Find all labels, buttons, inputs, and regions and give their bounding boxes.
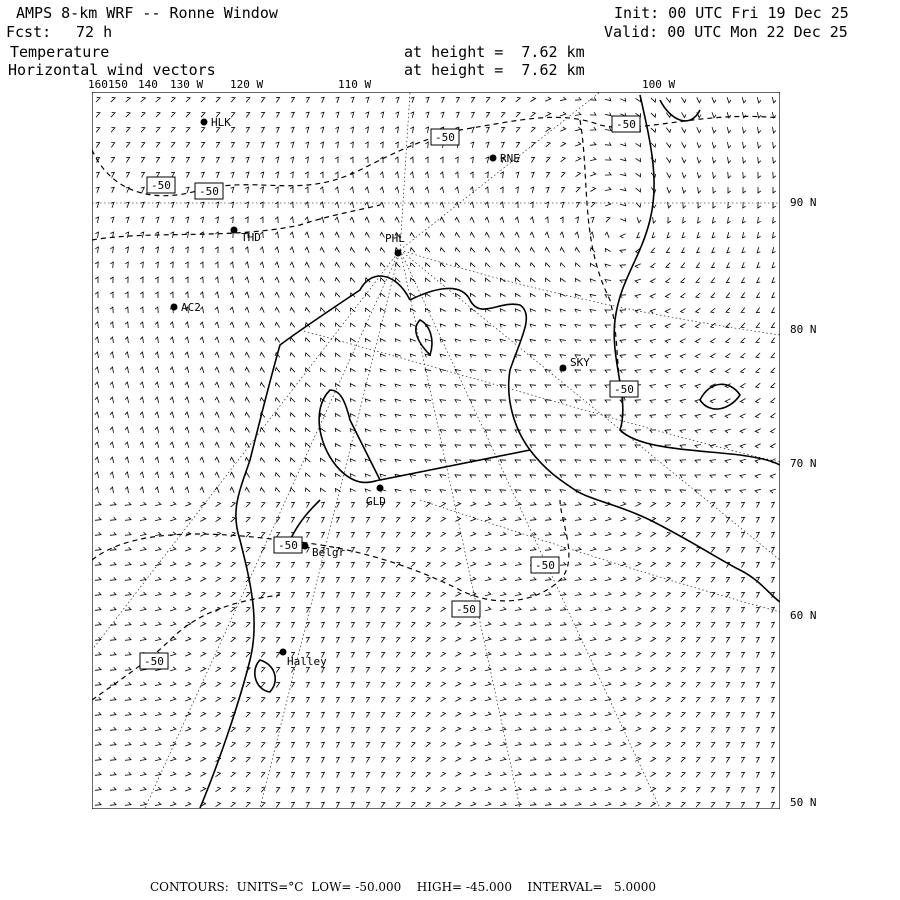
contour-label-3-text: -50 bbox=[151, 179, 171, 192]
station-label-gld: GLD bbox=[366, 495, 386, 508]
longitude-line-c bbox=[400, 250, 660, 808]
contour-label-4-text: -50 bbox=[199, 185, 219, 198]
contour-footer bbox=[150, 880, 660, 894]
contour-label-4 bbox=[195, 183, 223, 199]
station-halley bbox=[280, 649, 328, 669]
station-label-hlk: HLK bbox=[211, 116, 231, 129]
field-temperature: Temperature bbox=[10, 43, 110, 61]
contour-label-6 bbox=[274, 537, 302, 553]
station-label-rne: RNE bbox=[500, 152, 520, 165]
forecast-hours: 72 h bbox=[76, 23, 113, 41]
contour-label-8 bbox=[452, 601, 480, 617]
island-east bbox=[700, 384, 740, 409]
station-label-halley: Halley bbox=[287, 655, 327, 668]
station-gld bbox=[366, 485, 386, 509]
longitude-line-b bbox=[260, 250, 400, 808]
lon-label-160: 160 bbox=[88, 78, 108, 91]
contour-label-1 bbox=[431, 129, 459, 145]
contour-label-2 bbox=[612, 116, 640, 132]
station-sky bbox=[560, 356, 591, 372]
contour-label-5 bbox=[610, 381, 638, 397]
station-label-thd: THD bbox=[241, 231, 261, 244]
latitude-line-70n bbox=[300, 330, 780, 462]
contour-label-9 bbox=[140, 653, 168, 669]
footer-high: HIGH= -45.000 bbox=[416, 880, 512, 894]
station-rne bbox=[490, 152, 520, 165]
forecast-label: Fcst: bbox=[6, 23, 52, 41]
footer-contours: CONTOURS: bbox=[150, 880, 229, 894]
station-hlk bbox=[201, 116, 232, 129]
station-label-belgr: Belgr bbox=[312, 546, 346, 559]
lon-label-140: 140 bbox=[138, 78, 158, 91]
contour-label-6-text: -50 bbox=[278, 539, 298, 552]
longitude-line-a bbox=[400, 250, 520, 808]
map-title: AMPS 8-km WRF -- Ronne Window bbox=[16, 4, 278, 22]
lat-label-70n: 70 N bbox=[790, 457, 817, 470]
station-label-phl: PHL bbox=[385, 232, 405, 245]
lat-label-50n: 50 N bbox=[790, 796, 817, 809]
longitude-line-g bbox=[400, 92, 600, 250]
longitude-line-f bbox=[400, 92, 410, 250]
contour-label-2-text: -50 bbox=[616, 118, 636, 131]
lon-label-130w: 130 W bbox=[170, 78, 204, 91]
halley-coast-feature bbox=[255, 660, 275, 692]
station-phl bbox=[385, 232, 405, 257]
berkner-island bbox=[319, 390, 380, 483]
contour-label-1-text: -50 bbox=[435, 131, 455, 144]
wind-barbs bbox=[95, 97, 776, 808]
contour-line-west bbox=[92, 205, 380, 240]
contour-label-5-text: -50 bbox=[614, 383, 634, 396]
contour-label-7-text: -50 bbox=[535, 559, 555, 572]
valid-time: Valid: 00 UTC Mon 22 Dec 25 bbox=[604, 23, 848, 41]
lon-label-100w: 100 W bbox=[642, 78, 676, 91]
lon-label-150: 150 bbox=[108, 78, 128, 91]
belgrano-coast bbox=[290, 500, 320, 540]
lon-label-110w: 110 W bbox=[338, 78, 372, 91]
longitude-line-h bbox=[92, 250, 400, 650]
footer-interval: INTERVAL= 5.0000 bbox=[527, 880, 656, 894]
temperature-contours bbox=[92, 116, 780, 700]
station-label-ac2: AC2 bbox=[181, 301, 201, 314]
ronne-ice-front bbox=[380, 450, 530, 480]
station-ac2 bbox=[171, 301, 201, 314]
station-label-sky: SKY bbox=[570, 356, 590, 369]
contour-label-3 bbox=[147, 177, 175, 193]
contour-label-9-text: -50 bbox=[144, 655, 164, 668]
longitude-line-e bbox=[145, 250, 400, 808]
lat-label-90n: 90 N bbox=[790, 196, 817, 209]
map-frame bbox=[92, 92, 780, 809]
lat-label-60n: 60 N bbox=[790, 609, 817, 622]
field-wind-vectors: Horizontal wind vectors bbox=[8, 61, 216, 79]
init-time: Init: 00 UTC Fri 19 Dec 25 bbox=[614, 4, 849, 22]
contour-label-7 bbox=[531, 557, 559, 573]
lon-label-120w: 120 W bbox=[230, 78, 264, 91]
footer-units: UNITS=°C bbox=[236, 880, 304, 894]
wind-vector-field bbox=[95, 97, 776, 808]
field-temperature-height: at height = 7.62 km bbox=[404, 43, 585, 61]
contour-label-8-text: -50 bbox=[456, 603, 476, 616]
footer-low: LOW= -50.000 bbox=[311, 880, 402, 894]
longitude-line-d bbox=[400, 250, 780, 560]
coastline-peninsula-tip bbox=[660, 100, 700, 121]
lat-label-80n: 80 N bbox=[790, 323, 817, 336]
field-wind-height: at height = 7.62 km bbox=[404, 61, 585, 79]
station-thd bbox=[231, 227, 261, 245]
